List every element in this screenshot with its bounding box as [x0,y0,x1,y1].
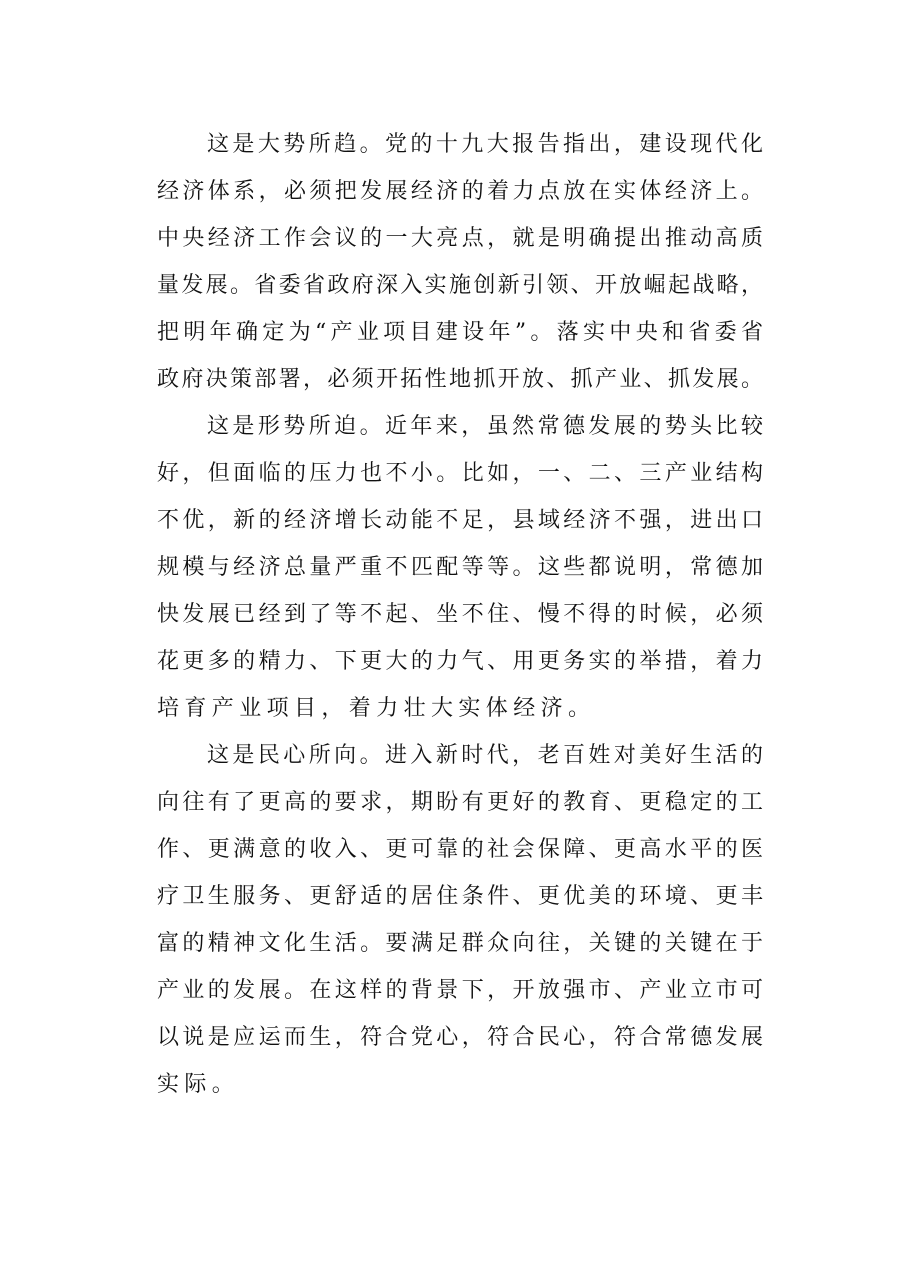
text-line: 产业的发展。在这样的背景下，开放强市、产业立市可 [157,978,763,1003]
text-line: 培育产业项目，着力壮大实体经济。 [157,696,596,721]
text-line: 快发展已经到了等不起、坐不住、慢不得的时候，必须 [157,602,763,627]
text-line: 疗卫生服务、更舒适的居住条件、更优美的环境、更丰 [157,884,763,909]
text-line: 实际。 [157,1072,240,1097]
text-line: 以说是应运而生，符合党心，符合民心，符合常德发展 [157,1025,763,1050]
text-line: 好，但面临的压力也不小。比如，一、二、三产业结构 [157,461,763,486]
paragraph-public-will [157,732,763,1108]
paragraph-trend [157,121,763,403]
text-line: 经济体系，必须把发展经济的着力点放在实体经济上。 [157,179,763,204]
text-line: 中央经济工作会议的一大亮点，就是明确提出推动高质 [157,226,763,251]
text-line: 这是大势所趋。党的十九大报告指出，建设现代化 [207,132,763,157]
document-body [157,121,763,1108]
text-line: 富的精神文化生活。要满足群众向往，关键的关键在于 [157,931,763,956]
text-line: 量发展。省委省政府深入实施创新引领、开放崛起战略， [157,273,763,298]
text-line: 这是民心所向。进入新时代，老百姓对美好生活的 [207,743,763,768]
text-line: 这是形势所迫。近年来，虽然常德发展的势头比较 [207,414,763,439]
paragraph-situation [157,403,763,732]
text-line: 规模与经济总量严重不匹配等等。这些都说明，常德加 [157,555,763,580]
text-line: 向往有了更高的要求，期盼有更好的教育、更稳定的工 [157,790,763,815]
text-line: 把明年确定为“产业项目建设年”。落实中央和省委省 [157,320,763,345]
text-line: 作、更满意的收入、更可靠的社会保障、更高水平的医 [157,837,763,862]
text-line: 花更多的精力、下更大的力气、用更务实的举措，着力 [157,649,763,674]
text-line: 政府决策部署，必须开拓性地抓开放、抓产业、抓发展。 [157,367,763,392]
text-line: 不优，新的经济增长动能不足，县域经济不强，进出口 [157,508,763,533]
